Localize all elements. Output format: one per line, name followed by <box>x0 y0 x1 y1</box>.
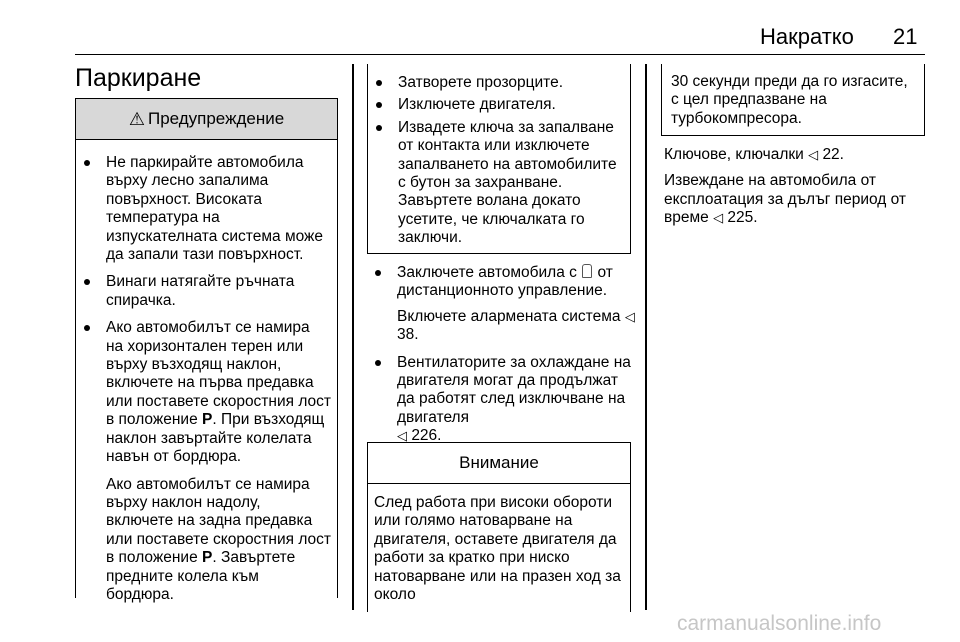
running-header-title: Накратко <box>760 24 854 49</box>
reference-arrow-icon: ◁ <box>397 428 407 444</box>
keys-page-ref[interactable]: 22. <box>822 146 844 163</box>
warning-paragraph-downhill: Ако автомобилът се намира върху наклон надолу, включете на задна предавка или поставете скоростния лост в положение P. Завъртете предните колела към бордюра. <box>106 475 332 603</box>
warning-bullet-2: Винаги натягайте ръчната спирачка. <box>82 273 331 310</box>
step-close-windows: Затворете прозорците. <box>374 74 624 92</box>
reference-arrow-icon: ◁ <box>624 308 635 324</box>
lock-vehicle-item: Заключете автомобила с от дистанционното управление. <box>373 264 635 301</box>
caution-box <box>367 442 631 612</box>
caution-text: След работа при високи обороти или голямо натоварване на двигателя, оставете двигателя да работи за кратко при ниско натоварване или на празен ход за около <box>374 494 621 604</box>
reference-arrow-icon: ◁ <box>808 147 819 162</box>
storage-reference: Извеждане на автомобила от експлоатация за дълъг период от време ◁ 225. <box>664 172 907 227</box>
warning-bullet-3: Ако автомобилът се намира на хоризонтален терен или върху възходящ наклон, включете на първа предавка или поставете скоростния лост в положение P. При възходящ наклон завъртайте колелата навън от бордюра. <box>82 319 331 466</box>
warning-triangle-icon: ⚠ <box>128 108 145 129</box>
fan-page-ref[interactable]: 226. <box>411 427 442 445</box>
keys-reference: Ключове, ключалки ◁ 22. <box>664 146 844 163</box>
steps-box <box>367 64 631 254</box>
gear-p-label: P <box>202 411 213 429</box>
caution-box-continued <box>661 64 925 136</box>
alarm-page-ref[interactable]: 38. <box>397 326 419 344</box>
lock-icon <box>582 264 592 278</box>
section-title: Паркиране <box>75 64 202 92</box>
column-divider-1 <box>352 64 354 610</box>
warning-title: Предупреждение <box>147 109 285 128</box>
gear-p-label-2: P <box>202 549 213 567</box>
header-divider <box>75 54 925 55</box>
caution-box-header: Внимание <box>368 443 630 484</box>
warning-box-header <box>76 99 337 140</box>
alarm-text: Включете алармената система ◁ 38. <box>397 307 635 344</box>
caution-text-continued: 30 секунди преди да го изгасите, с цел предпазване на турбокомпресора. <box>671 73 908 127</box>
fan-item: Вентилаторите за охлаждане на двигателя могат да продължат да работят след изключване на двигателя ◁ 226. <box>373 354 635 446</box>
warning-box <box>75 98 338 603</box>
warning-bullet-1: Не паркирайте автомобила върху лесно запалима повърхност. Високата температура на изпускателната система може да запали тази повърхност. <box>82 154 331 264</box>
page-number: 21 <box>893 24 918 49</box>
step-remove-key: Извадете ключа за запалване от контакта или изключете запалването на автомобилите с бутон за захранване. Завъртете волана докато усетите, че ключалката го заключи. <box>374 119 624 248</box>
column-divider-2 <box>645 64 647 610</box>
step-engine-off: Изключете двигателя. <box>374 96 624 114</box>
storage-page-ref[interactable]: 225. <box>727 209 758 227</box>
reference-arrow-icon: ◁ <box>713 210 724 226</box>
watermark: carmanualsonline.info <box>677 612 882 635</box>
